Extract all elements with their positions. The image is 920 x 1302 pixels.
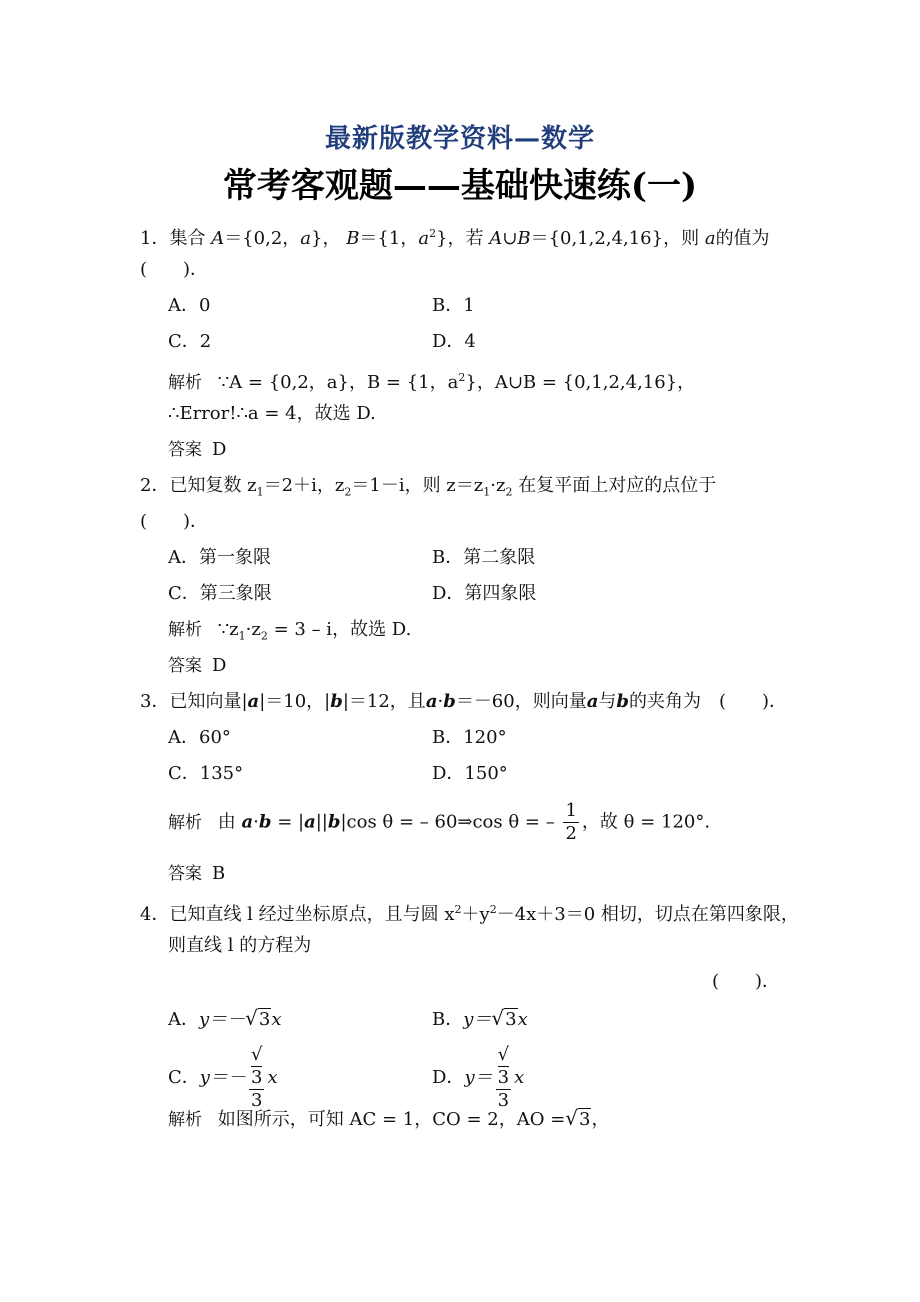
answer-label: 答案 bbox=[168, 440, 202, 460]
analysis-label: 解析 bbox=[168, 1110, 202, 1130]
question-2-analysis: 解析 $\because z_1\cdot z_2 = 3 - i$，故选 D. bbox=[168, 619, 412, 643]
question-2-option-a: A．第一象限 bbox=[168, 547, 271, 568]
question-4-option-d: D．y＝ √ 3 3 x bbox=[432, 1044, 525, 1111]
question-4-analysis: 解析 如图所示，可知 AC = 1，CO = 2，AO =√3， bbox=[168, 1106, 610, 1130]
analysis-label: 解析 bbox=[168, 812, 202, 833]
question-1-answer: 答案 D bbox=[168, 439, 227, 460]
question-2-option-b: B．第二象限 bbox=[432, 547, 536, 568]
question-1-option-d: D．4 bbox=[432, 331, 476, 352]
question-1-option-b: B．1 bbox=[432, 295, 475, 316]
question-3-answer: 答案 B bbox=[168, 863, 226, 884]
question-1-analysis: 解析 ∵A = {0,2，a}，B = {1，$a^2$}，A∪B = {0,1,2,4,16}， bbox=[168, 371, 696, 393]
question-1-option-c: C．2 bbox=[168, 331, 212, 352]
question-3-option-a: A．60° bbox=[168, 727, 231, 748]
sqrt-symbol: √3 bbox=[245, 1006, 271, 1030]
question-3-option-d: D．150° bbox=[432, 763, 508, 784]
question-1-option-a: A．0 bbox=[168, 295, 211, 316]
question-2-answer: 答案 D bbox=[168, 655, 227, 676]
question-4-stem: 4．已知直线 l 经过坐标原点，且与圆 $x^2+y^2-4x+3=0$ 相切，切点在第四象限， bbox=[140, 903, 799, 925]
question-2-option-d: D．第四象限 bbox=[432, 583, 537, 604]
question-1-analysis-line2: ∴Error!∴a = 4，故选 D. bbox=[168, 403, 376, 424]
question-4-option-a: A．y＝－√3x bbox=[168, 1006, 282, 1030]
question-4-stem-line2: 则直线 l 的方程为 bbox=[168, 935, 312, 956]
question-4-option-c: C．y＝－ √ 3 3 x bbox=[168, 1044, 278, 1111]
question-2-option-c: C．第三象限 bbox=[168, 583, 272, 604]
fraction-sqrt3-over-3: √ 3 3 bbox=[497, 1044, 510, 1111]
question-3-analysis: 解析 由 a·b = |a||b|cos θ = – 60⇒cos θ = – $\frac{1}{2}$ ，故 θ = 120°. bbox=[168, 800, 711, 844]
question-4-paren: ( )． bbox=[712, 971, 781, 992]
fraction-one-half: $\frac{1}{2}$ bbox=[565, 800, 577, 844]
question-2-stem: 2．已知复数 $z_1=2+i$，$z_2=1-i$，则 $z=z_1\cdot z_2$ 在复平面上对应的点位于 bbox=[140, 475, 717, 499]
analysis-label: 解析 bbox=[168, 620, 202, 640]
question-2-paren: ( )． bbox=[140, 511, 209, 532]
question-4-option-b: B．y＝√3x bbox=[432, 1006, 528, 1030]
banner-title: 最新版教学资料—数学 bbox=[324, 124, 595, 154]
question-3-option-c: C．135° bbox=[168, 763, 244, 784]
sqrt-symbol: √3 bbox=[491, 1006, 517, 1030]
page-title: 常考客观题——基础快速练(一) bbox=[222, 166, 698, 206]
analysis-label: 解析 bbox=[168, 373, 202, 393]
sqrt-symbol: √3 bbox=[565, 1106, 591, 1130]
question-3-option-b: B．120° bbox=[432, 727, 507, 748]
answer-label: 答案 bbox=[168, 864, 202, 884]
question-1-paren: ( )． bbox=[140, 259, 209, 280]
question-3-stem: 3．已知向量|a|＝10，|b|＝12，且a·b＝－60，则向量a与b的夹角为 ( )． bbox=[140, 691, 788, 712]
fraction-sqrt3-over-3: √ 3 3 bbox=[250, 1044, 263, 1111]
question-1-stem: 1．集合 A＝{0,2，a}， B＝{1，$a^2$}，若 A∪B＝{0,1,2,4,16}，则 a的值为 bbox=[140, 227, 770, 249]
answer-label: 答案 bbox=[168, 656, 202, 676]
